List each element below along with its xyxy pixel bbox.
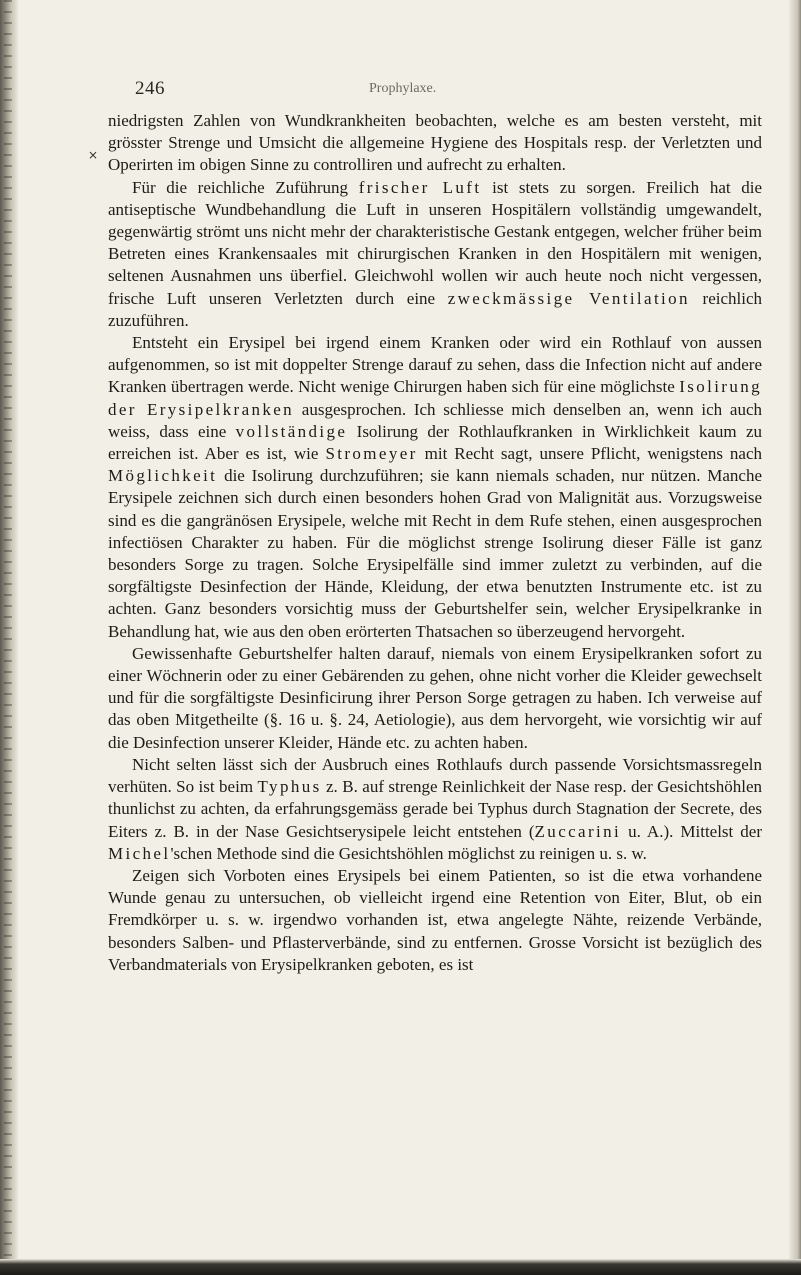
book-spine-shadow [0, 0, 18, 1275]
text-run: ist stets zu sorgen. Freilich hat die antiseptische Wundbehandlung die Luft in unseren Hospitälern vollständig umgewandelt, gegenwärtig strömt uns nicht mehr der charakteristische Gestank entgegen, welcher früher beim Betreten eines Krankensaales mit chirurgischen Kranken in den Hospitälern mit wenigen, seltenen Ausnahmen uns überfiel. Gleichwohl wollen wir auch heute noch nicht vergessen, frische Luft unseren Verletzten durch eine [108, 177, 762, 308]
emphasized-text: Michel [108, 843, 171, 863]
paragraph [108, 110, 762, 177]
running-title: Prophylaxe. [369, 81, 437, 96]
margin-mark: × [88, 148, 99, 162]
binding-marks [4, 0, 12, 1275]
emphasized-text: Stromeyer [325, 444, 418, 464]
text-run: Nicht selten lässt sich der Ausbruch eines Rothlaufs durch passende Vorsichtsmassregeln verhüten. So ist beim [108, 754, 762, 797]
text-run: reichlich zuzuführen. [108, 288, 763, 330]
text-run: z. B. auf strenge Reinlichkeit der Nase resp. der Gesichtshöhlen thunlichst zu achten, da erfahrungsgemäss gerade bei Typhus durch Stagnation der Secrete, des Eiters z. B. in der Nase Gesichtserysipele leicht entstehen ( [108, 777, 762, 841]
bottom-edge [0, 1259, 801, 1275]
text-run: Für die reichliche Zuführung [132, 177, 359, 197]
page-edge-shadow [789, 0, 801, 1275]
text-run: Gewissenhafte Geburtshelfer halten darauf, niemals von einem Erysipelkranken sofort zu einer Wöchnerin oder zu einer Gebärenden zu gehen, ohne nicht vorher die Kleider gewechselt und für die sorgfältigste Desinficirung ihrer Person Sorge getragen zu haben. Ich verweise auf das oben Mitgetheilte (§. 16 u. §. 24, Aetiologie), aus dem hervorgeht, wie vorsichtig wir auf die Desinfection unserer Kleider, Hände etc. zu achten haben. [108, 643, 762, 752]
paragraph [108, 643, 762, 754]
page-number: 246 [135, 78, 165, 99]
emphasized-text: Zuccarini [534, 821, 622, 841]
text-run: u. A.). Mittelst der [621, 821, 762, 841]
body-text [108, 110, 762, 976]
emphasized-text: Möglichkeit [108, 466, 218, 486]
emphasized-text: Isolirung der Erysipelkranken [108, 377, 762, 419]
paragraph [108, 754, 762, 865]
paragraph [108, 177, 762, 332]
text-run: Isolirung der Rothlaufkranken in Wirklichkeit kaum zu erreichen ist. Aber es ist, wie [108, 421, 762, 464]
text-run: niedrigsten Zahlen von Wundkrankheiten beobachten, welche es am besten versteht, mit grösster Strenge und Umsicht die allgemeine Hygiene des Hospitals resp. der Verletzten und Operirten im obigen Sinne zu controlliren und aufrecht zu erhalten. [108, 111, 762, 175]
emphasized-text: zweckmässige Ventilation [447, 288, 690, 308]
emphasized-text: Typhus [257, 777, 322, 797]
paragraph [108, 332, 762, 643]
text-run: Zeigen sich Vorboten eines Erysipels bei einem Patienten, so ist die etwa vorhandene Wunde genau zu untersuchen, ob vielleicht irgend eine Retention von Eiter, Blut, ob ein Fremdkörper u. s. w. irgendwo vorhanden ist, etwa angelegte Nähte, reizende Verbände, besonders Salben- und Pflasterverbände, sind zu entfernen. Grosse Vorsicht ist bezüglich des Verbandmaterials von Erysipelkranken geboten, es ist [108, 865, 762, 974]
text-run: mit Recht sagt, unsere Pflicht, wenigstens nach [417, 444, 763, 464]
emphasized-text: frischer Luft [358, 177, 482, 197]
paragraph [108, 865, 762, 976]
text-run: ausgesprochen. Ich schliesse mich denselben an, wenn ich auch weiss, dass eine [108, 399, 762, 441]
text-run: 'schen Methode sind die Gesichtshöhlen möglichst zu reinigen u. s. w. [170, 843, 647, 863]
text-run: die Isolirung durchzuführen; sie kann niemals schaden, nur nützen. Manche Erysipele zeichnen sich durch einen besonders hohen Grad von Malignität aus. Vorzugsweise sind es die gangränösen Erysipele, welche mit Recht in dem Rufe stehen, einen ausgesprochen infectiösen Charakter zu haben. Für die möglichst strenge Isolirung dieser Fälle ist ganz besonders Sorge zu tragen. Solche Erysipelfälle sind immer zuletzt zu verbinden, auf die sorgfältigste Desinfection der Hände, Kleidung, der etwa benutzten Instrumente etc. ist zu achten. Ganz besonders vorsichtig muss der Geburtshelfer sein, welcher Erysipelkranke in Behandlung hat, wie aus den oben erörterten Thatsachen so überzeugend hervorgeht. [108, 466, 762, 641]
page-header [135, 78, 775, 106]
text-run: Entsteht ein Erysipel bei irgend einem Kranken oder wird ein Rothlauf von aussen aufgenommen, so ist mit doppelter Strenge darauf zu sehen, dass die Infection nicht auf andere Kranken übertragen werde. Nicht wenige Chirurgen haben sich für eine möglichste [108, 333, 762, 397]
emphasized-text: vollständige [235, 421, 348, 441]
